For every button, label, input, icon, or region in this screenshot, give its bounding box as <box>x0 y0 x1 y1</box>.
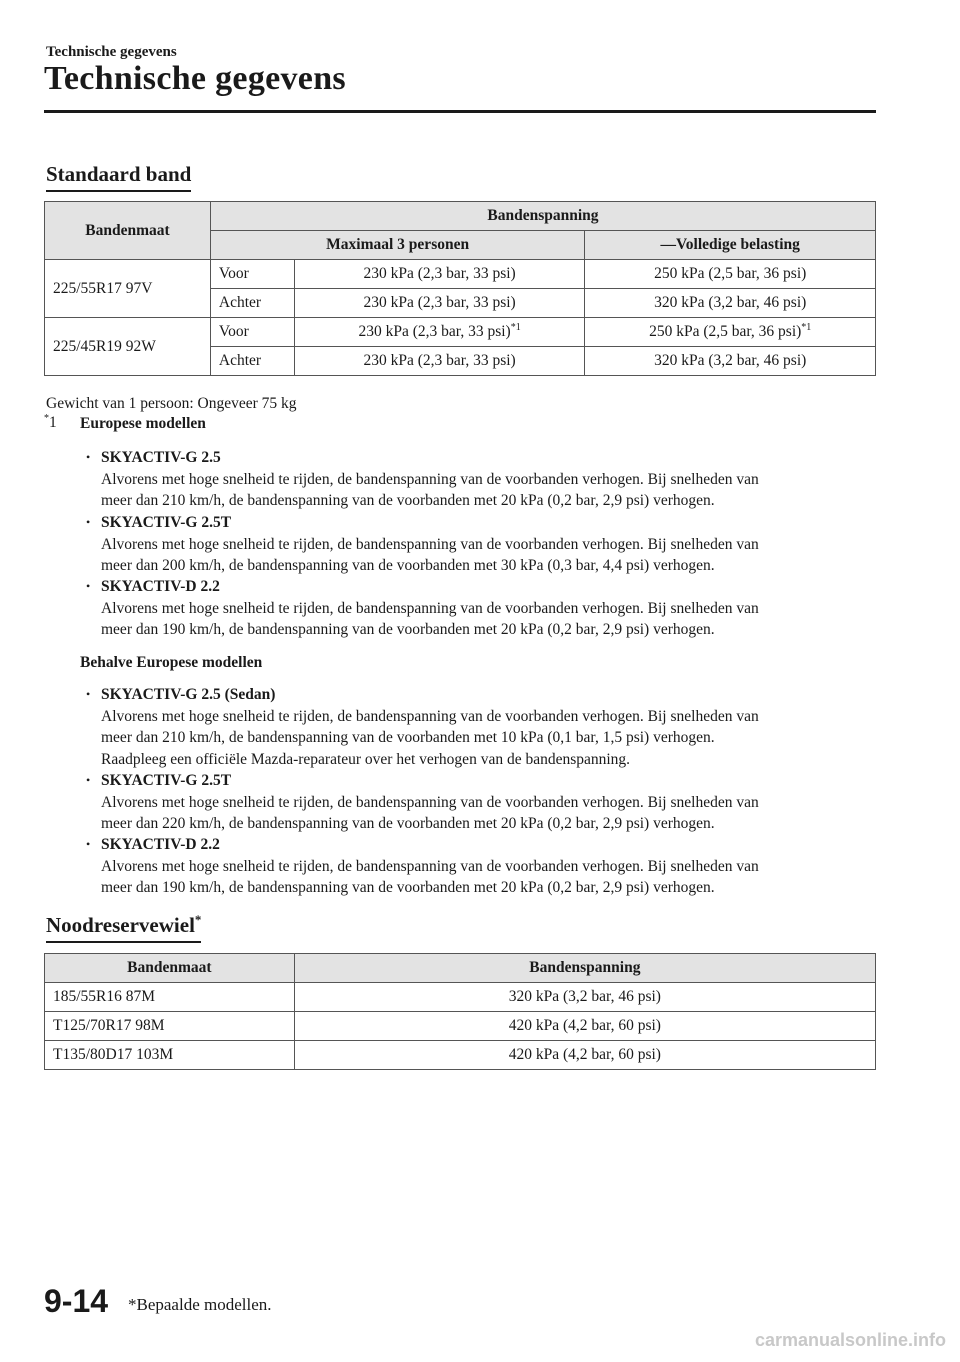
spare-tire-heading: Noodreservewiel* <box>46 912 201 943</box>
position-cell: Voor <box>210 318 294 347</box>
tire-size-cell: 185/55R16 87M <box>45 983 295 1012</box>
table-row <box>45 1012 876 1041</box>
body-line: meer dan 190 km/h, de bandenspanning van de voorbanden met 20 kPa (0,2 bar, 2,9 psi) verhogen. <box>101 621 715 638</box>
tire-size-cell: 225/55R17 97V <box>45 260 211 318</box>
body-line: Alvorens met hoge snelheid te rijden, de bandenspanning van de voorbanden verhogen. Bij snelheden van <box>101 793 759 811</box>
body-line: meer dan 210 km/h, de bandenspanning van de voorbanden met 20 kPa (0,2 bar, 2,9 psi) verhogen. <box>101 492 715 509</box>
tire-size-cell: 225/45R19 92W <box>45 318 211 376</box>
page-title: Technische gegevens <box>44 60 346 97</box>
col-header-size: Bandenmaat <box>45 202 211 260</box>
standard-tire-table <box>44 201 876 376</box>
engine-title: SKYACTIV-G 2.5 <box>101 449 221 466</box>
col-header-pressure: Bandenspanning <box>210 202 875 231</box>
body-line: Alvorens met hoge snelheid te rijden, de bandenspanning van de voorbanden verhogen. Bij snelheden van <box>101 857 759 875</box>
table-row <box>45 1041 876 1070</box>
eu-models-heading: Europese modellen <box>80 415 206 432</box>
engine-title: SKYACTIV-G 2.5T <box>101 514 232 531</box>
title-divider <box>44 110 876 113</box>
table-row <box>45 260 876 289</box>
position-cell: Achter <box>210 289 294 318</box>
pressure-cell: 230 kPa (2,3 bar, 33 psi) <box>294 347 585 376</box>
body-line: meer dan 190 km/h, de bandenspanning van de voorbanden met 20 kPa (0,2 bar, 2,9 psi) verhogen. <box>101 879 715 896</box>
body-line: Alvorens met hoge snelheid te rijden, de bandenspanning van de voorbanden verhogen. Bij snelheden van <box>101 470 759 488</box>
body-line: Raadpleeg een officiële Mazda-reparateur over het verhogen van de bandenspanning. <box>101 750 631 768</box>
col-header-max3: Maximaal 3 personen <box>210 231 585 260</box>
footer-note: *Bepaalde modellen. <box>128 1295 272 1314</box>
list-item <box>86 447 866 512</box>
table-header-row <box>45 954 876 983</box>
tire-size-cell: T135/80D17 103M <box>45 1041 295 1070</box>
bullet-icon: • <box>86 837 91 851</box>
col-header-pressure: Bandenspanning <box>294 954 875 983</box>
pressure-cell: 230 kPa (2,3 bar, 33 psi) <box>294 289 585 318</box>
list-item <box>86 770 866 835</box>
engine-title: SKYACTIV-D 2.2 <box>101 578 220 595</box>
bullet-icon: • <box>86 687 91 701</box>
footnote-ref: *1 <box>801 322 812 334</box>
footnote-ref: *1 <box>510 322 521 334</box>
body-line: meer dan 200 km/h, de bandenspanning van de voorbanden met 30 kPa (0,3 bar, 4,4 psi) verhogen. <box>101 557 715 574</box>
pressure-cell: 320 kPa (3,2 bar, 46 psi) <box>294 983 875 1012</box>
list-item <box>86 512 866 577</box>
table-header-row <box>45 202 876 231</box>
tire-size-cell: T125/70R17 98M <box>45 1012 295 1041</box>
engine-title: SKYACTIV-D 2.2 <box>101 836 220 853</box>
pressure-cell: 320 kPa (3,2 bar, 46 psi) <box>585 289 876 318</box>
pressure-cell: 420 kPa (4,2 bar, 60 psi) <box>294 1012 875 1041</box>
non-eu-models-heading: Behalve Europese modellen <box>80 654 263 671</box>
engine-title: SKYACTIV-G 2.5T <box>101 772 232 789</box>
breadcrumb: Technische gegevens <box>46 44 177 60</box>
pressure-cell: 320 kPa (3,2 bar, 46 psi) <box>585 347 876 376</box>
weight-note: Gewicht van 1 persoon: Ongeveer 75 kg <box>46 395 297 412</box>
body-line: Alvorens met hoge snelheid te rijden, de bandenspanning van de voorbanden verhogen. Bij snelheden van <box>101 599 759 617</box>
standard-tire-heading: Standaard band <box>46 162 191 192</box>
body-line: meer dan 210 km/h, de bandenspanning van de voorbanden met 10 kPa (0,1 bar, 1,5 psi) verhogen. <box>101 729 715 746</box>
table-row <box>45 983 876 1012</box>
bullet-icon: • <box>86 579 91 593</box>
body-line: Alvorens met hoge snelheid te rijden, de bandenspanning van de voorbanden verhogen. Bij snelheden van <box>101 535 759 553</box>
spare-tire-table <box>44 953 876 1070</box>
table-row <box>45 318 876 347</box>
list-item <box>86 576 866 641</box>
footnote-label: *1 <box>44 413 57 432</box>
col-header-size: Bandenmaat <box>45 954 295 983</box>
engine-title: SKYACTIV-G 2.5 (Sedan) <box>101 686 276 703</box>
body-line: Alvorens met hoge snelheid te rijden, de bandenspanning van de voorbanden verhogen. Bij snelheden van <box>101 707 759 725</box>
pressure-cell: 250 kPa (2,5 bar, 36 psi) <box>585 260 876 289</box>
body-line: meer dan 220 km/h, de bandenspanning van de voorbanden met 20 kPa (0,2 bar, 2,9 psi) verhogen. <box>101 815 715 832</box>
col-header-full-load: —Volledige belasting <box>585 231 876 260</box>
pressure-cell: 230 kPa (2,3 bar, 33 psi)$^{*1}$ <box>294 318 585 347</box>
list-item <box>86 834 866 899</box>
pressure-cell: 230 kPa (2,3 bar, 33 psi) <box>294 260 585 289</box>
bullet-icon: • <box>86 515 91 529</box>
list-item <box>86 684 866 770</box>
bullet-icon: • <box>86 773 91 787</box>
pressure-cell: 420 kPa (4,2 bar, 60 psi) <box>294 1041 875 1070</box>
pressure-cell: 250 kPa (2,5 bar, 36 psi)$^{*1}$ <box>585 318 876 347</box>
position-cell: Voor <box>210 260 294 289</box>
watermark: carmanualsonline.info <box>754 1330 946 1350</box>
page-number: 9-14 <box>44 1283 109 1319</box>
asterisk-mark: * <box>194 912 202 927</box>
position-cell: Achter <box>210 347 294 376</box>
bullet-icon: • <box>86 450 91 464</box>
